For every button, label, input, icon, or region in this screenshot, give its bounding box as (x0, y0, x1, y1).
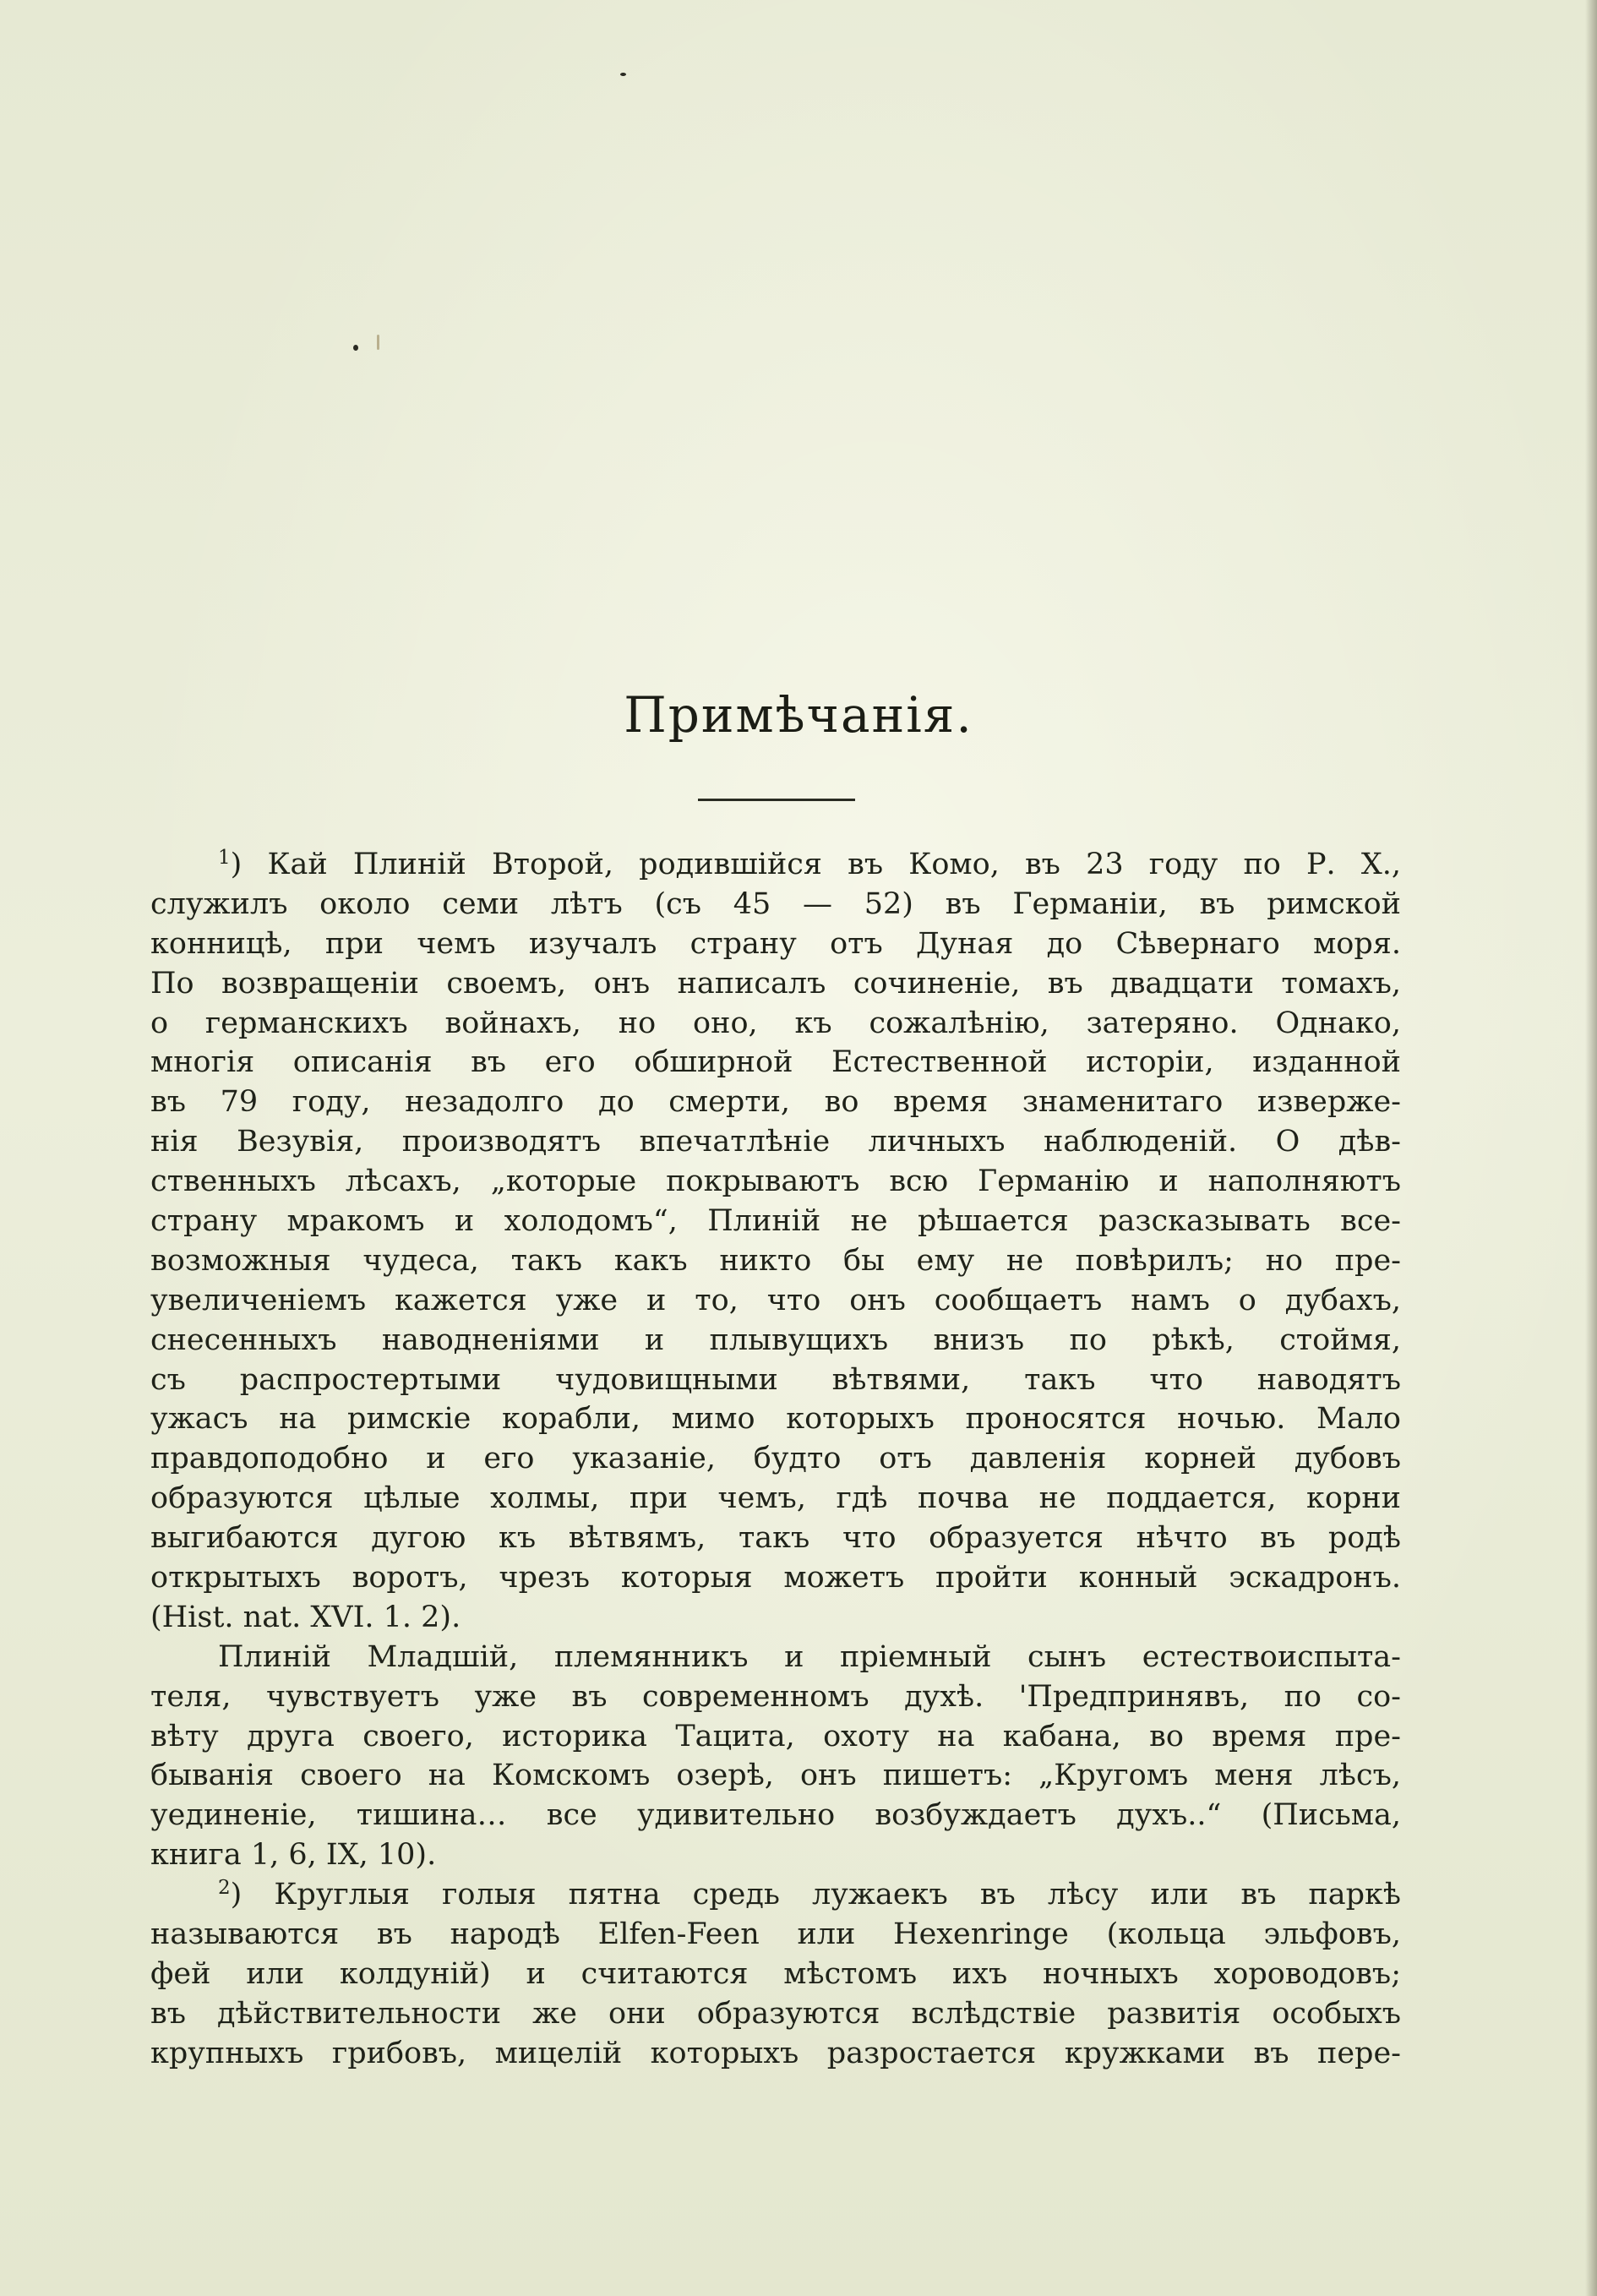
text-line: съ распростертыми чудовищными вѣтвями, такъ что наводятъ (150, 1362, 1401, 1397)
text-line: $^2$) Круглыя голыя пятна средь лужаекъ въ лѣсу или въ паркѣ (218, 1877, 1401, 1912)
text-line: крупныхъ грибовъ, мицелій которыхъ разростается кружками въ пере- (150, 2036, 1401, 2070)
text-line: о германскихъ войнахъ, но оно, къ сожалѣнію, затеряно. Однако, (150, 1006, 1401, 1040)
text-line: увеличеніемъ кажется уже и то, что онъ сообщаетъ намъ о дубахъ, (150, 1283, 1401, 1317)
text-line: снесенныхъ наводненіями и плывущихъ внизъ по рѣкѣ, стоймя, (150, 1323, 1401, 1357)
text-line: ственныхъ лѣсахъ, „которые покрываютъ всю Германію и наполняютъ (150, 1164, 1401, 1199)
title-divider (698, 799, 855, 801)
text-line: книга 1, 6, IX, 10). (150, 1838, 437, 1873)
text-line: ужасъ на римскіе корабли, мимо которыхъ проносятся ночью. Мало (150, 1402, 1401, 1437)
text-line: страну мракомъ и холодомъ“, Плиній не рѣшается разсказывать все- (150, 1204, 1401, 1239)
text-line: въ дѣйствительности же они образуются вслѣдствіе развитія особыхъ (150, 1996, 1401, 2031)
text-line: конницѣ, при чемъ изучалъ страну отъ Дуная до Сѣвернаго моря. (150, 926, 1401, 961)
footnote-marker-1: 1 (218, 847, 231, 869)
text-line: многія описанія въ его обширной Естественной исторіи, изданной (150, 1045, 1401, 1080)
ink-speck (620, 73, 626, 76)
text-line: правдоподобно и его указаніе, будто отъ давленія корней дубовъ (150, 1442, 1401, 1476)
text-line: $^1$) Кай Плиній Второй, родившійся въ Комо, въ 23 году по Р. Х., (218, 847, 1401, 881)
page-title: Примѣчанія. (624, 686, 973, 744)
text-line: быванія своего на Комскомъ озерѣ, онъ пишетъ: „Кругомъ меня лѣсъ, (150, 1759, 1401, 1793)
text-line: уединеніе, тишина… все удивительно возбуждаетъ духъ..“ (Письма, (150, 1798, 1401, 1833)
text-line: Плиній Младшій, племянникъ и пріемный сынъ естествоиспыта- (218, 1639, 1401, 1674)
text-line: выгибаются дугою къ вѣтвямъ, такъ что образуется нѣчто въ родѣ (150, 1521, 1401, 1556)
notes-body (150, 845, 1401, 2074)
text-line: нія Везувія, производятъ впечатлѣніе личныхъ наблюденій. О дѣв- (150, 1125, 1401, 1159)
ink-speck (353, 345, 358, 351)
text-line: называются въ народѣ Elfen-Feen или Hexenringe (кольца эльфовъ, (150, 1917, 1401, 1952)
text-line: (Hist. nat. XVI. 1. 2). (150, 1600, 461, 1634)
paper-blemish (377, 335, 379, 350)
text-line: открытыхъ воротъ, чрезъ которыя можетъ пройти конный эскадронъ. (150, 1561, 1401, 1595)
text-line: вѣту друга своего, историка Тацита, охоту на кабана, во время пре- (150, 1719, 1401, 1753)
text-line: въ 79 году, незадолго до смерти, во время знаменитаго изверже- (150, 1085, 1401, 1120)
text-line: образуются цѣлые холмы, при чемъ, гдѣ почва не поддается, корни (150, 1481, 1401, 1516)
text-line: возможныя чудеса, такъ какъ никто бы ему не повѣрилъ; но пре- (150, 1243, 1401, 1278)
text-line: служилъ около семи лѣтъ (съ 45 — 52) въ Германіи, въ римской (150, 886, 1401, 921)
footnote-marker-2: 2 (218, 1877, 231, 1900)
text-line: По возвращеніи своемъ, онъ написалъ сочиненіе, въ двадцати томахъ, (150, 966, 1401, 1001)
text-line: теля, чувствуетъ уже въ современномъ духѣ. 'Предпринявъ, по со- (150, 1679, 1401, 1714)
text-line: фей или колдуній) и считаются мѣстомъ ихъ ночныхъ хороводовъ; (150, 1956, 1401, 1991)
